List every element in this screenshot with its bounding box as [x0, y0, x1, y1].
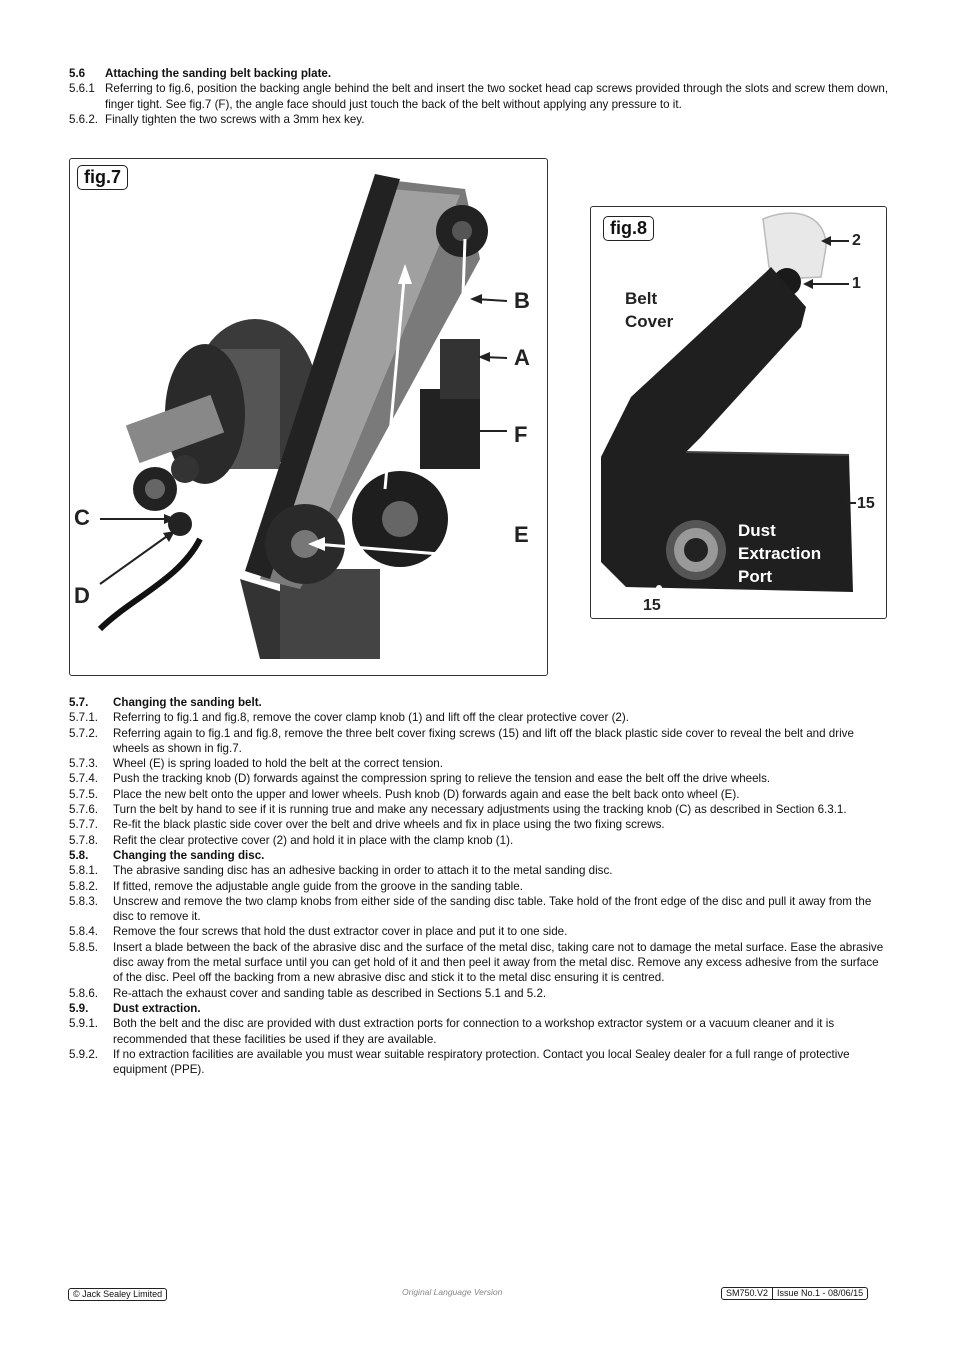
item-text: Push the tracking knob (D) forwards against the compression spring to relieve the tension and ease the belt off the drive wheels. [113, 772, 771, 786]
list-item [69, 802, 889, 817]
footer-doc-info [721, 1287, 868, 1300]
item-number: 5.7.4. [69, 772, 99, 786]
item-number: 5.7.3. [69, 757, 99, 771]
item-text: Re-fit the black plastic side cover over the belt and drive wheels and fix in place using the two fixing screws. [113, 818, 665, 832]
belt-cover-caption: Belt Cover [625, 289, 674, 331]
callout-2: 2 [852, 232, 861, 249]
item-number: 5.8.1. [69, 864, 99, 878]
callout-15: 15 [715, 426, 733, 443]
item-text: Both the belt and the disc are provided with dust extraction ports for connection to a workshop extractor system or a vacuum cleaner and it is recommended that these facilities be used if they are available. [113, 1017, 835, 1046]
item-text: If no extraction facilities are available you must wear suitable respiratory protection. Contact you local Sealey dealer for a full range of protective equipment (PPE). [113, 1047, 850, 1077]
list-item [69, 756, 889, 771]
item-text: Remove the four screws that hold the dust extractor cover in place and put it to one side. [113, 925, 568, 939]
list-item [69, 924, 889, 939]
item-text: Referring again to fig.1 and fig.8, remove the three belt cover fixing screws (15) and lift off the black plastic side cover to reveal the belt and drive wheels as shown in fig.7. [113, 726, 854, 755]
item-number: 5.7.7. [69, 818, 99, 832]
callout-f: F [514, 422, 528, 447]
section-heading [69, 66, 889, 81]
section-heading [69, 695, 889, 710]
item-number: 5.8. [69, 848, 89, 862]
list-item [69, 833, 889, 848]
item-text: Finally tighten the two screws with a 3mm hex key. [105, 112, 365, 126]
item-number: 5.8.6. [69, 986, 99, 1000]
item-text: Re-attach the exhaust cover and sanding table as described in Sections 5.1 and 5.2. [113, 986, 547, 1000]
item-number: 5.7.1. [69, 711, 99, 725]
item-text: Changing the sanding disc. [113, 848, 265, 862]
list-item [69, 986, 889, 1001]
item-number: 5.7. [69, 696, 89, 709]
heading-text: Attaching the sanding belt backing plate. [105, 67, 332, 80]
list-item [69, 710, 889, 725]
callout-15: 15 [643, 597, 661, 614]
item-text: Insert a blade between the back of the abrasive disc and the surface of the metal disc, taking care not to damage the metal surface. Ease the abrasive disc away from the metal surface until you can get hold of it and then peel it away from the metal disc. Remove any excess adhesive from the surface of the disc. Peel off the backing from a new abrasive disc and stick it to the metal disc ensuring it is centred. [113, 940, 884, 985]
footer-copyright: © Jack Sealey Limited [68, 1288, 167, 1301]
section-5-7-to-5-9 [69, 695, 889, 1077]
callout-a: A [514, 345, 530, 370]
list-item [69, 817, 889, 832]
item-number: 5.9.2. [69, 1047, 99, 1061]
item-text: Place the new belt onto the upper and lower wheels. Push knob (D) forwards again and ease the belt back onto wheel (E). [113, 787, 740, 801]
list-item [69, 81, 889, 112]
item-number: 5.7.2. [69, 726, 99, 740]
item-text: Changing the sanding belt. [113, 696, 262, 709]
item-number: 5.7.5. [69, 787, 99, 801]
callout-c: C [74, 505, 90, 530]
footer-issue: Issue No.1 - 08/06/15 [772, 1288, 867, 1299]
item-number: 5.8.2. [69, 879, 99, 893]
item-number: 5.8.5. [69, 940, 99, 954]
list-item [69, 787, 889, 802]
item-number: 5.9. [69, 1001, 89, 1015]
figure-label: fig.8 [603, 216, 654, 241]
belt-sander-illustration [70, 159, 547, 675]
list-item [69, 863, 889, 878]
item-text: Wheel (E) is spring loaded to hold the belt at the correct tension. [113, 757, 443, 771]
dust-port-caption: Dust Extraction Port [738, 521, 822, 586]
heading-number: 5.6 [69, 67, 86, 80]
figure-7 [69, 158, 548, 676]
item-number: 5.7.6. [69, 803, 99, 817]
item-text: Turn the belt by hand to see if it is running true and make any necessary adjustments using the tracking knob (C) as described in Section 6.3.1. [113, 803, 847, 817]
section-heading [69, 848, 889, 863]
list-item [69, 112, 889, 127]
item-text: The abrasive sanding disc has an adhesive backing in order to attach it to the metal sanding disc. [113, 864, 613, 878]
item-number: 5.8.4. [69, 925, 99, 939]
list-item [69, 894, 889, 925]
list-item [69, 1016, 889, 1047]
list-item [69, 940, 889, 986]
item-text: Referring to fig.6, position the backing angle behind the belt and insert the two socket head cap screws provided through the slots and screw them down, finger tight. See fig.7 (F), the angle face should just touch the back of the belt without applying any pressure to it. [105, 82, 889, 111]
list-item [69, 1047, 889, 1078]
section-5-6 [69, 66, 889, 127]
footer-center-note: Original Language Version [402, 1287, 503, 1297]
item-text: Dust extraction. [113, 1001, 201, 1015]
callout-1: 1 [852, 275, 861, 292]
section-heading [69, 1001, 889, 1016]
item-number: 5.9.1. [69, 1017, 99, 1031]
figure-8 [590, 206, 887, 619]
callout-d: D [74, 583, 90, 608]
item-text: Refit the clear protective cover (2) and hold it in place with the clamp knob (1). [113, 833, 514, 847]
item-text: Referring to fig.1 and fig.8, remove the cover clamp knob (1) and lift off the clear protective cover (2). [113, 711, 629, 725]
item-number: 5.7.8. [69, 833, 99, 847]
list-item [69, 879, 889, 894]
item-number: 5.6.1 [69, 82, 95, 96]
item-number: 5.8.3. [69, 894, 99, 908]
item-number: 5.6.2. [69, 112, 99, 126]
callout-15: 15 [857, 495, 875, 512]
list-item [69, 771, 889, 786]
callout-b: B [514, 288, 530, 313]
item-text: If fitted, remove the adjustable angle guide from the groove in the sanding table. [113, 879, 523, 893]
callout-e: E [514, 522, 529, 547]
figure-label: fig.7 [77, 165, 128, 190]
item-text: Unscrew and remove the two clamp knobs from either side of the sanding disc table. Take hold of the front edge of the disc and pull it away from the disc to remove it. [113, 894, 872, 924]
list-item [69, 726, 889, 757]
footer-model: SM750.V2 [726, 1288, 769, 1298]
